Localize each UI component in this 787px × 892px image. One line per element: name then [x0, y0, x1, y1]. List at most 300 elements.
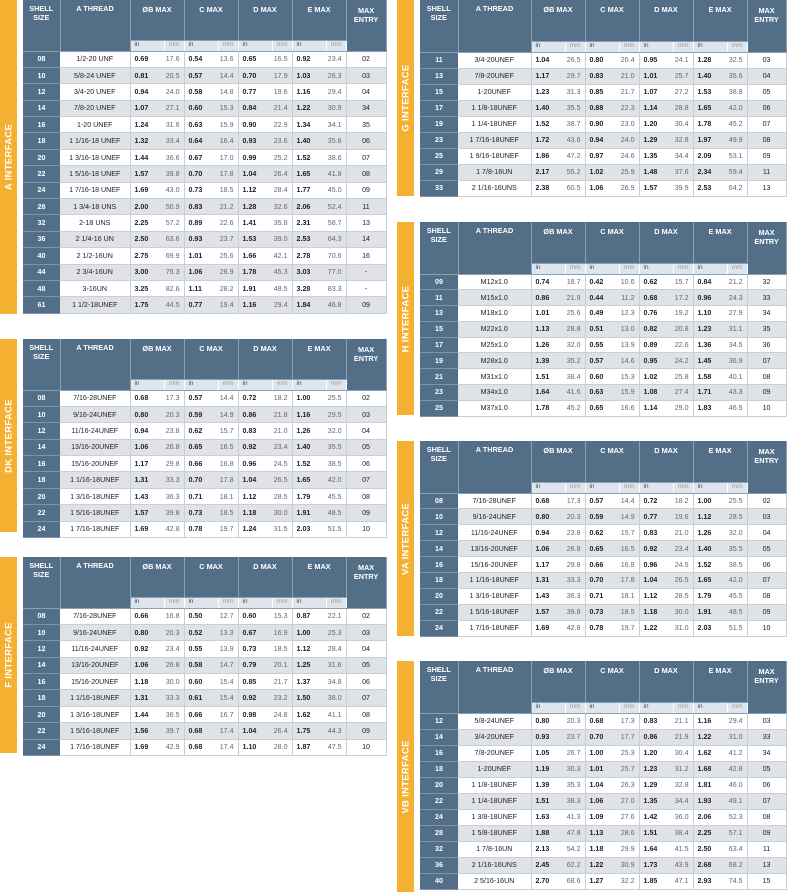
table-row	[23, 472, 386, 488]
c-mm-cell: 10.6	[619, 274, 639, 290]
e-mm-cell: 59.4	[727, 164, 747, 180]
max-entry-cell: 09	[346, 182, 386, 198]
d-mm-cell: 30.4	[673, 745, 693, 761]
b-in-cell: 1.44	[130, 706, 164, 722]
c-mm-cell: 29.9	[619, 841, 639, 857]
c-in-cell: 0.57	[585, 353, 619, 369]
d-mm-cell: 25.8	[673, 369, 693, 385]
d-in-cell: 0.89	[639, 337, 673, 353]
e-in-cell: 1.83	[693, 400, 727, 416]
b-in-cell: 1.40	[531, 100, 565, 116]
table-row	[23, 739, 386, 755]
shell-size-cell: 17	[420, 100, 458, 116]
b-in-cell: 1.01	[531, 306, 565, 322]
unit-in: in	[238, 40, 272, 51]
max-entry-cell: 07	[747, 353, 786, 369]
e-mm-cell: 24.3	[727, 290, 747, 306]
e-in-cell: 2.53	[693, 180, 727, 196]
c-in-cell: 0.68	[184, 723, 218, 739]
table-row	[23, 67, 386, 83]
b-mm-cell: 35.2	[565, 353, 585, 369]
c-mm-cell: 19.4	[218, 297, 238, 313]
shell-size-cell: 33	[420, 180, 458, 196]
c-mm-cell: 19.7	[619, 620, 639, 636]
column-header-e-max: E MAX	[693, 0, 747, 41]
max-entry-cell: 09	[346, 723, 386, 739]
shell-size-cell: 18	[23, 690, 60, 706]
unit-mm: mm	[727, 41, 747, 52]
table-row	[23, 723, 386, 739]
b-mm-cell: 42.9	[164, 739, 184, 755]
c-mm-cell: 17.8	[218, 472, 238, 488]
shell-size-cell: 61	[23, 297, 60, 313]
shell-size-cell: 14	[23, 100, 60, 116]
c-in-cell: 0.70	[585, 729, 619, 745]
c-in-cell: 0.65	[585, 541, 619, 557]
column-header-max-entry: MAX ENTRY	[747, 0, 786, 52]
e-mm-cell: 63.4	[727, 841, 747, 857]
table-row	[420, 793, 786, 809]
c-in-cell: 0.97	[585, 148, 619, 164]
c-mm-cell: 22.3	[619, 100, 639, 116]
shell-size-cell: 36	[420, 857, 458, 873]
interface-label-bar	[0, 339, 17, 532]
thread-cell: 1 1/16-18UNEF	[60, 690, 130, 706]
c-in-cell: 0.71	[184, 488, 218, 504]
b-in-cell: 0.80	[531, 509, 565, 525]
interface-label: H INTERFACE	[400, 285, 411, 352]
thread-cell: 1-20UNEF	[458, 84, 531, 100]
shell-size-cell: 12	[23, 84, 60, 100]
c-in-cell: 0.70	[184, 166, 218, 182]
thread-cell: 13/16-20UNEF	[458, 541, 531, 557]
table-row	[23, 505, 386, 521]
c-mm-cell: 14.4	[218, 67, 238, 83]
d-mm-cell: 20.8	[673, 321, 693, 337]
table-row	[23, 406, 386, 422]
b-mm-cell: 21.9	[565, 290, 585, 306]
b-mm-cell: 17.3	[164, 390, 184, 406]
d-mm-cell: 30.0	[673, 604, 693, 620]
c-in-cell: 0.89	[184, 215, 218, 231]
max-entry-cell: 03	[747, 52, 786, 68]
b-mm-cell: 23.4	[164, 641, 184, 657]
table-row	[420, 290, 786, 306]
unit-in: in	[639, 702, 673, 713]
interface-label: A INTERFACE	[3, 123, 14, 191]
column-header-c-max: C MAX	[184, 339, 238, 379]
d-mm-cell: 28.0	[272, 739, 292, 755]
d-mm-cell: 23.4	[673, 541, 693, 557]
d-in-cell: 0.62	[639, 274, 673, 290]
d-in-cell: 1.07	[639, 84, 673, 100]
table-row	[23, 117, 386, 133]
b-mm-cell: 57.2	[164, 215, 184, 231]
b-mm-cell: 20.3	[164, 624, 184, 640]
unit-in: in	[531, 482, 565, 493]
max-entry-cell: 13	[747, 857, 786, 873]
d-mm-cell: 19.2	[673, 306, 693, 322]
unit-in: in	[639, 263, 673, 274]
c-mm-cell: 15.4	[218, 674, 238, 690]
shell-size-cell: 08	[23, 51, 60, 67]
c-mm-cell: 15.3	[619, 369, 639, 385]
unit-in: in	[130, 597, 164, 608]
unit-mm: mm	[164, 40, 184, 51]
d-in-cell: 0.96	[639, 557, 673, 573]
b-mm-cell: 26.8	[164, 439, 184, 455]
e-mm-cell: 51.5	[727, 620, 747, 636]
unit-in: in	[130, 40, 164, 51]
thread-cell: 9/16-24UNEF	[60, 624, 130, 640]
d-in-cell: 1.16	[238, 297, 272, 313]
d-in-cell: 0.82	[639, 321, 673, 337]
thread-cell: 2 5/16-16UN	[458, 873, 531, 889]
max-entry-cell: 08	[346, 166, 386, 182]
c-mm-cell: 24.0	[619, 132, 639, 148]
table-row	[420, 385, 786, 401]
thread-cell: 1 1/2-18UNEF	[60, 297, 130, 313]
d-mm-cell: 26.4	[272, 723, 292, 739]
column-header-e-max: E MAX	[693, 222, 747, 263]
max-entry-cell: 06	[747, 777, 786, 793]
e-in-cell: 1.12	[693, 509, 727, 525]
b-mm-cell: 29.8	[164, 456, 184, 472]
column-header-shell-size: SHELL SIZE	[23, 0, 60, 51]
b-mm-cell: 27.1	[164, 100, 184, 116]
d-mm-cell: 20.1	[272, 657, 292, 673]
table-row	[420, 873, 786, 889]
table-row	[23, 521, 386, 537]
unit-in: in	[693, 41, 727, 52]
table-row	[23, 280, 386, 296]
unit-mm: mm	[218, 597, 238, 608]
b-mm-cell: 76.3	[164, 264, 184, 280]
c-in-cell: 0.50	[184, 608, 218, 624]
e-mm-cell: 38.6	[326, 149, 346, 165]
thread-cell: 1 5/16-18UNEF	[60, 723, 130, 739]
e-in-cell: 1.25	[292, 657, 326, 673]
d-in-cell: 1.04	[238, 472, 272, 488]
table-row	[420, 68, 786, 84]
max-entry-cell: -	[346, 264, 386, 280]
b-in-cell: 1.75	[130, 297, 164, 313]
shell-size-cell: 22	[420, 604, 458, 620]
table-row	[420, 321, 786, 337]
e-mm-cell: 45.2	[727, 116, 747, 132]
unit-in: in	[130, 379, 164, 390]
e-in-cell: 1.16	[693, 713, 727, 729]
e-in-cell: 0.92	[292, 51, 326, 67]
d-mm-cell: 21.8	[272, 406, 292, 422]
thread-cell: M34x1.0	[458, 385, 531, 401]
b-in-cell: 0.66	[130, 608, 164, 624]
max-entry-cell: 02	[346, 390, 386, 406]
thread-cell: 15/16-20UNEF	[458, 557, 531, 573]
b-in-cell: 0.68	[130, 390, 164, 406]
b-in-cell: 1.51	[531, 369, 565, 385]
d-in-cell: 0.85	[238, 674, 272, 690]
max-entry-cell: 10	[346, 521, 386, 537]
table-row	[23, 51, 386, 67]
thread-cell: M22x1.0	[458, 321, 531, 337]
thread-cell: M12x1.0	[458, 274, 531, 290]
shell-size-cell: 28	[23, 199, 60, 215]
b-mm-cell: 17.6	[164, 51, 184, 67]
e-mm-cell: 64.2	[727, 180, 747, 196]
e-in-cell: 1.16	[292, 406, 326, 422]
d-in-cell: 1.35	[639, 148, 673, 164]
c-in-cell: 1.27	[585, 873, 619, 889]
c-mm-cell: 25.6	[218, 248, 238, 264]
c-mm-cell: 18.1	[619, 588, 639, 604]
max-entry-cell: 04	[747, 68, 786, 84]
b-mm-cell: 39.8	[164, 505, 184, 521]
d-mm-cell: 24.1	[673, 52, 693, 68]
d-in-cell: 1.12	[238, 182, 272, 198]
e-mm-cell: 34.8	[326, 674, 346, 690]
b-mm-cell: 29.7	[565, 68, 585, 84]
d-in-cell: 0.70	[238, 67, 272, 83]
shell-size-cell: 24	[23, 182, 60, 198]
unit-mm: mm	[727, 482, 747, 493]
unit-in: in	[184, 597, 218, 608]
thread-cell: 1 7/16-18 UNEF	[60, 182, 130, 198]
e-in-cell: 1.65	[292, 166, 326, 182]
e-in-cell: 1.71	[693, 385, 727, 401]
d-mm-cell: 24.2	[673, 353, 693, 369]
b-in-cell: 0.80	[130, 406, 164, 422]
c-in-cell: 0.78	[585, 620, 619, 636]
b-in-cell: 1.06	[130, 657, 164, 673]
d-in-cell: 1.42	[639, 809, 673, 825]
d-mm-cell: 24.5	[673, 557, 693, 573]
thread-cell: M18x1.0	[458, 306, 531, 322]
e-in-cell: 1.91	[292, 505, 326, 521]
table-row	[420, 116, 786, 132]
unit-in: in	[693, 263, 727, 274]
e-mm-cell: 21.2	[727, 274, 747, 290]
e-in-cell: 2.78	[292, 248, 326, 264]
b-mm-cell: 43.0	[164, 182, 184, 198]
c-in-cell: 0.80	[585, 52, 619, 68]
thread-cell: 2 3/4-16UN	[60, 264, 130, 280]
max-entry-cell: -	[346, 280, 386, 296]
e-mm-cell: 31.1	[727, 321, 747, 337]
d-in-cell: 0.72	[238, 390, 272, 406]
e-in-cell: 1.34	[292, 117, 326, 133]
column-header-d-max: D MAX	[238, 557, 292, 597]
d-in-cell: 0.79	[238, 657, 272, 673]
thread-cell: 3/4-20UNEF	[458, 52, 531, 68]
d-in-cell: 0.77	[639, 509, 673, 525]
e-in-cell: 1.77	[292, 182, 326, 198]
c-mm-cell: 17.4	[218, 739, 238, 755]
max-entry-cell: 05	[747, 84, 786, 100]
c-in-cell: 1.18	[585, 841, 619, 857]
c-mm-cell: 12.7	[218, 608, 238, 624]
column-header-d-max: D MAX	[639, 0, 693, 41]
d-mm-cell: 32.6	[272, 199, 292, 215]
e-mm-cell: 38.5	[727, 557, 747, 573]
e-mm-cell: 45.5	[326, 488, 346, 504]
c-in-cell: 1.22	[585, 857, 619, 873]
b-mm-cell: 41.6	[565, 385, 585, 401]
b-mm-cell: 47.2	[565, 148, 585, 164]
column-header-b-max: ØB MAX	[531, 661, 585, 702]
d-mm-cell: 17.2	[673, 290, 693, 306]
b-in-cell: 1.69	[130, 521, 164, 537]
unit-mm: mm	[619, 482, 639, 493]
e-mm-cell: 25.5	[727, 493, 747, 509]
e-mm-cell: 46.8	[326, 297, 346, 313]
e-mm-cell: 32.5	[727, 52, 747, 68]
b-mm-cell: 20.3	[565, 509, 585, 525]
column-header-b-max: ØB MAX	[531, 441, 585, 482]
max-entry-cell: 03	[346, 624, 386, 640]
b-mm-cell: 18.7	[565, 274, 585, 290]
b-in-cell: 2.25	[130, 215, 164, 231]
unit-in: in	[531, 41, 565, 52]
shell-size-cell: 21	[420, 369, 458, 385]
shell-size-cell: 36	[23, 231, 60, 247]
b-in-cell: 3.00	[130, 264, 164, 280]
b-mm-cell: 24.0	[164, 84, 184, 100]
b-in-cell: 1.39	[531, 353, 565, 369]
interface-label: F INTERFACE	[3, 622, 14, 688]
table-row	[420, 745, 786, 761]
c-mm-cell: 28.6	[619, 825, 639, 841]
unit-mm: mm	[619, 41, 639, 52]
shell-size-cell: 40	[23, 248, 60, 264]
thread-cell: M25x1.0	[458, 337, 531, 353]
column-header-thread: A THREAD	[60, 0, 130, 51]
column-header-b-max: ØB MAX	[130, 0, 184, 40]
d-in-cell: 1.73	[639, 857, 673, 873]
e-mm-cell: 49.9	[727, 132, 747, 148]
b-in-cell: 1.64	[531, 385, 565, 401]
c-in-cell: 1.06	[585, 793, 619, 809]
b-in-cell: 2.50	[130, 231, 164, 247]
max-entry-cell: 11	[346, 199, 386, 215]
c-in-cell: 0.78	[184, 521, 218, 537]
d-in-cell: 1.08	[639, 385, 673, 401]
shell-size-cell: 12	[420, 525, 458, 541]
c-mm-cell: 16.4	[218, 133, 238, 149]
c-mm-cell: 16.8	[619, 557, 639, 573]
shell-size-cell: 40	[420, 873, 458, 889]
b-mm-cell: 63.6	[164, 231, 184, 247]
max-entry-cell: 35	[346, 117, 386, 133]
table-row	[420, 809, 786, 825]
e-in-cell: 1.68	[693, 761, 727, 777]
e-in-cell: 1.00	[693, 493, 727, 509]
shell-size-cell: 32	[420, 841, 458, 857]
e-in-cell: 2.68	[693, 857, 727, 873]
c-mm-cell: 17.7	[619, 729, 639, 745]
shell-size-cell: 08	[420, 493, 458, 509]
c-in-cell: 0.42	[585, 274, 619, 290]
d-mm-cell: 22.9	[272, 117, 292, 133]
b-mm-cell: 38.3	[565, 793, 585, 809]
d-mm-cell: 15.3	[272, 608, 292, 624]
thread-cell: 1 5/16-18UNEF	[60, 505, 130, 521]
b-in-cell: 1.24	[130, 117, 164, 133]
b-in-cell: 0.94	[130, 423, 164, 439]
table-row	[420, 729, 786, 745]
d-mm-cell: 34.4	[673, 148, 693, 164]
table-row	[23, 439, 386, 455]
b-mm-cell: 36.6	[164, 149, 184, 165]
shell-size-cell: 12	[23, 423, 60, 439]
e-in-cell: 1.97	[693, 132, 727, 148]
e-in-cell: 1.03	[292, 67, 326, 83]
c-in-cell: 0.63	[184, 117, 218, 133]
table-row	[420, 353, 786, 369]
thread-cell: 5/8-24UNEF	[458, 713, 531, 729]
unit-in: in	[585, 702, 619, 713]
b-mm-cell: 36.5	[164, 706, 184, 722]
thread-cell: 13/16-20UNEF	[60, 657, 130, 673]
d-mm-cell: 36.0	[673, 809, 693, 825]
c-mm-cell: 14.6	[619, 353, 639, 369]
c-in-cell: 1.09	[585, 809, 619, 825]
table-row	[420, 100, 786, 116]
d-in-cell: 0.90	[238, 117, 272, 133]
e-mm-cell: 31.0	[727, 729, 747, 745]
c-in-cell: 0.62	[585, 525, 619, 541]
shell-size-cell: 17	[420, 337, 458, 353]
unit-in: in	[639, 482, 673, 493]
b-mm-cell: 31.6	[164, 117, 184, 133]
b-mm-cell: 38.7	[565, 116, 585, 132]
b-mm-cell: 20.3	[565, 713, 585, 729]
b-in-cell: 1.56	[130, 723, 164, 739]
e-mm-cell: 32.0	[326, 423, 346, 439]
d-mm-cell: 28.8	[673, 100, 693, 116]
b-in-cell: 1.43	[531, 588, 565, 604]
d-in-cell: 0.96	[238, 456, 272, 472]
c-mm-cell: 11.2	[619, 290, 639, 306]
max-entry-cell: 04	[346, 641, 386, 657]
column-header-max-entry: MAX ENTRY	[346, 557, 386, 608]
b-mm-cell: 39.8	[565, 604, 585, 620]
shell-size-cell: 24	[420, 809, 458, 825]
c-in-cell: 0.73	[184, 505, 218, 521]
e-mm-cell: 35.5	[727, 541, 747, 557]
e-in-cell: 1.58	[693, 369, 727, 385]
max-entry-cell: 11	[747, 841, 786, 857]
table-row	[420, 777, 786, 793]
b-mm-cell: 68.6	[565, 873, 585, 889]
c-mm-cell: 16.7	[218, 706, 238, 722]
max-entry-cell: 08	[747, 132, 786, 148]
d-in-cell: 1.51	[639, 825, 673, 841]
d-mm-cell: 34.4	[673, 793, 693, 809]
c-mm-cell: 16.6	[619, 400, 639, 416]
c-mm-cell: 27.0	[619, 793, 639, 809]
b-in-cell: 1.23	[531, 84, 565, 100]
b-in-cell: 1.57	[130, 505, 164, 521]
b-mm-cell: 26.5	[565, 52, 585, 68]
d-mm-cell: 21.1	[673, 713, 693, 729]
max-entry-cell: 15	[747, 873, 786, 889]
thread-cell: M15x1.0	[458, 290, 531, 306]
unit-in: in	[292, 40, 326, 51]
e-in-cell: 1.65	[693, 100, 727, 116]
e-in-cell: 1.23	[693, 321, 727, 337]
e-in-cell: 1.52	[693, 557, 727, 573]
